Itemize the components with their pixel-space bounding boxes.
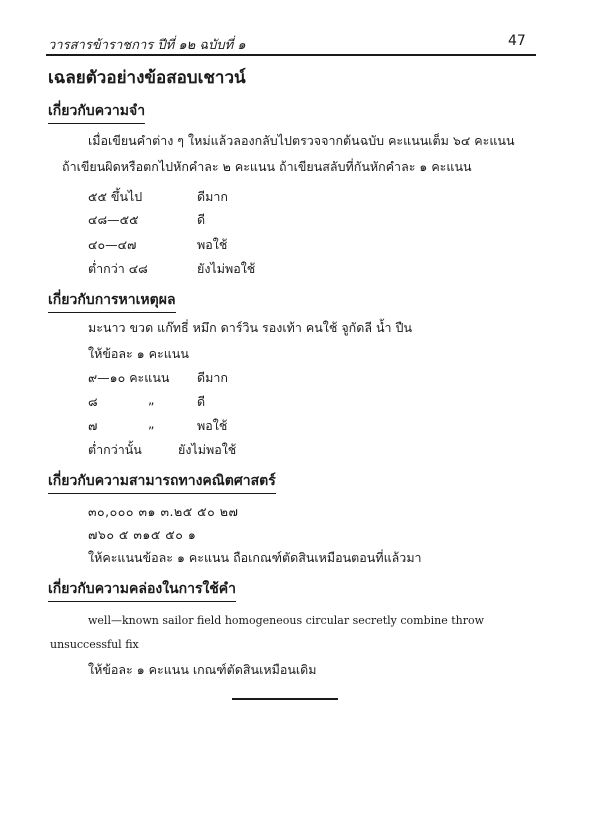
memory-paragraph-line2: ถ้าเขียนผิดหรือตกไปหักคำละ ๒ คะแนน ถ้าเขียนสลับที่กันหักคำละ ๑ คะแนน	[62, 159, 472, 174]
reasoning-answers: มะนาว ขวด แก๊ทธี่ หมึก ดาร์วิน รองเท้า คนใช้ จูกัดลี น้ำ ปืน	[88, 320, 412, 335]
memory-score-grade: ดีมาก	[197, 189, 228, 204]
memory-score-range: ต่ำกว่า ๔๘	[88, 261, 148, 276]
words-answers-line1: well—known sailor field homogeneous circular secretly combine throw	[88, 614, 485, 627]
math-answers-row2: ๗๖๐ ๕ ๓๑๕ ๕๐ ๑	[88, 527, 197, 542]
reasoning-score-range: ๙—๑๐ คะแนน	[88, 370, 170, 385]
memory-score-grade: ยังไม่พอใช้	[197, 261, 256, 276]
memory-score-grade: พอใช้	[197, 237, 228, 252]
reasoning-score-range: ๘	[88, 394, 98, 409]
section-heading-memory: เกี่ยวกับความจำ	[48, 100, 145, 124]
ditto-mark: „	[148, 392, 155, 407]
memory-score-range: ๔๘—๕๕	[88, 212, 139, 227]
ditto-mark: „	[148, 416, 155, 431]
section-heading-math: เกี่ยวกับความสามารถทางคณิตศาสตร์	[48, 470, 276, 494]
memory-score-range: ๔๐—๔๗	[88, 237, 137, 252]
memory-paragraph-line1: เมื่อเขียนคำต่าง ๆ ใหม่แล้วลองกลับไปตรวจจากต้นฉบับ คะแนนเต็ม ๖๔ คะแนน	[88, 133, 515, 148]
math-answers-row1: ๓๐,๐๐๐ ๓๑ ๓.๒๕ ๕๐ ๒๗	[88, 504, 239, 519]
section-heading-reasoning: เกี่ยวกับการหาเหตุผล	[48, 289, 176, 313]
section-heading-words: เกี่ยวกับความคล่องในการใช้คำ	[48, 578, 236, 602]
reasoning-score-grade: ยังไม่พอใช้	[178, 442, 237, 457]
words-answers-line2: unsuccessful fix	[50, 638, 139, 651]
reasoning-score-grade: ดีมาก	[197, 370, 228, 385]
memory-score-range: ๕๕ ขึ้นไป	[88, 189, 143, 204]
header-rule	[46, 54, 536, 56]
page-title: เฉลยตัวอย่างข้อสอบเชาวน์	[48, 68, 246, 88]
reasoning-score-grade: พอใช้	[197, 418, 228, 433]
memory-score-grade: ดี	[197, 212, 206, 227]
words-scoring-rule: ให้ข้อละ ๑ คะแนน เกณฑ์ตัดสินเหมือนเดิม	[88, 662, 317, 677]
page-number: 47	[508, 33, 526, 49]
end-rule	[232, 698, 338, 700]
math-scoring-rule: ให้คะแนนข้อละ ๑ คะแนน ถือเกณฑ์ตัดสินเหมือนตอนที่แล้วมา	[88, 550, 422, 565]
reasoning-score-range: ต่ำกว่านั้น	[88, 442, 142, 457]
reasoning-score-grade: ดี	[197, 394, 206, 409]
reasoning-scoring-rule: ให้ข้อละ ๑ คะแนน	[88, 346, 189, 361]
reasoning-score-range: ๗	[88, 418, 98, 433]
journal-header: วารสารข้าราชการ ปีที่ ๑๒ ฉบับที่ ๑	[48, 38, 246, 53]
